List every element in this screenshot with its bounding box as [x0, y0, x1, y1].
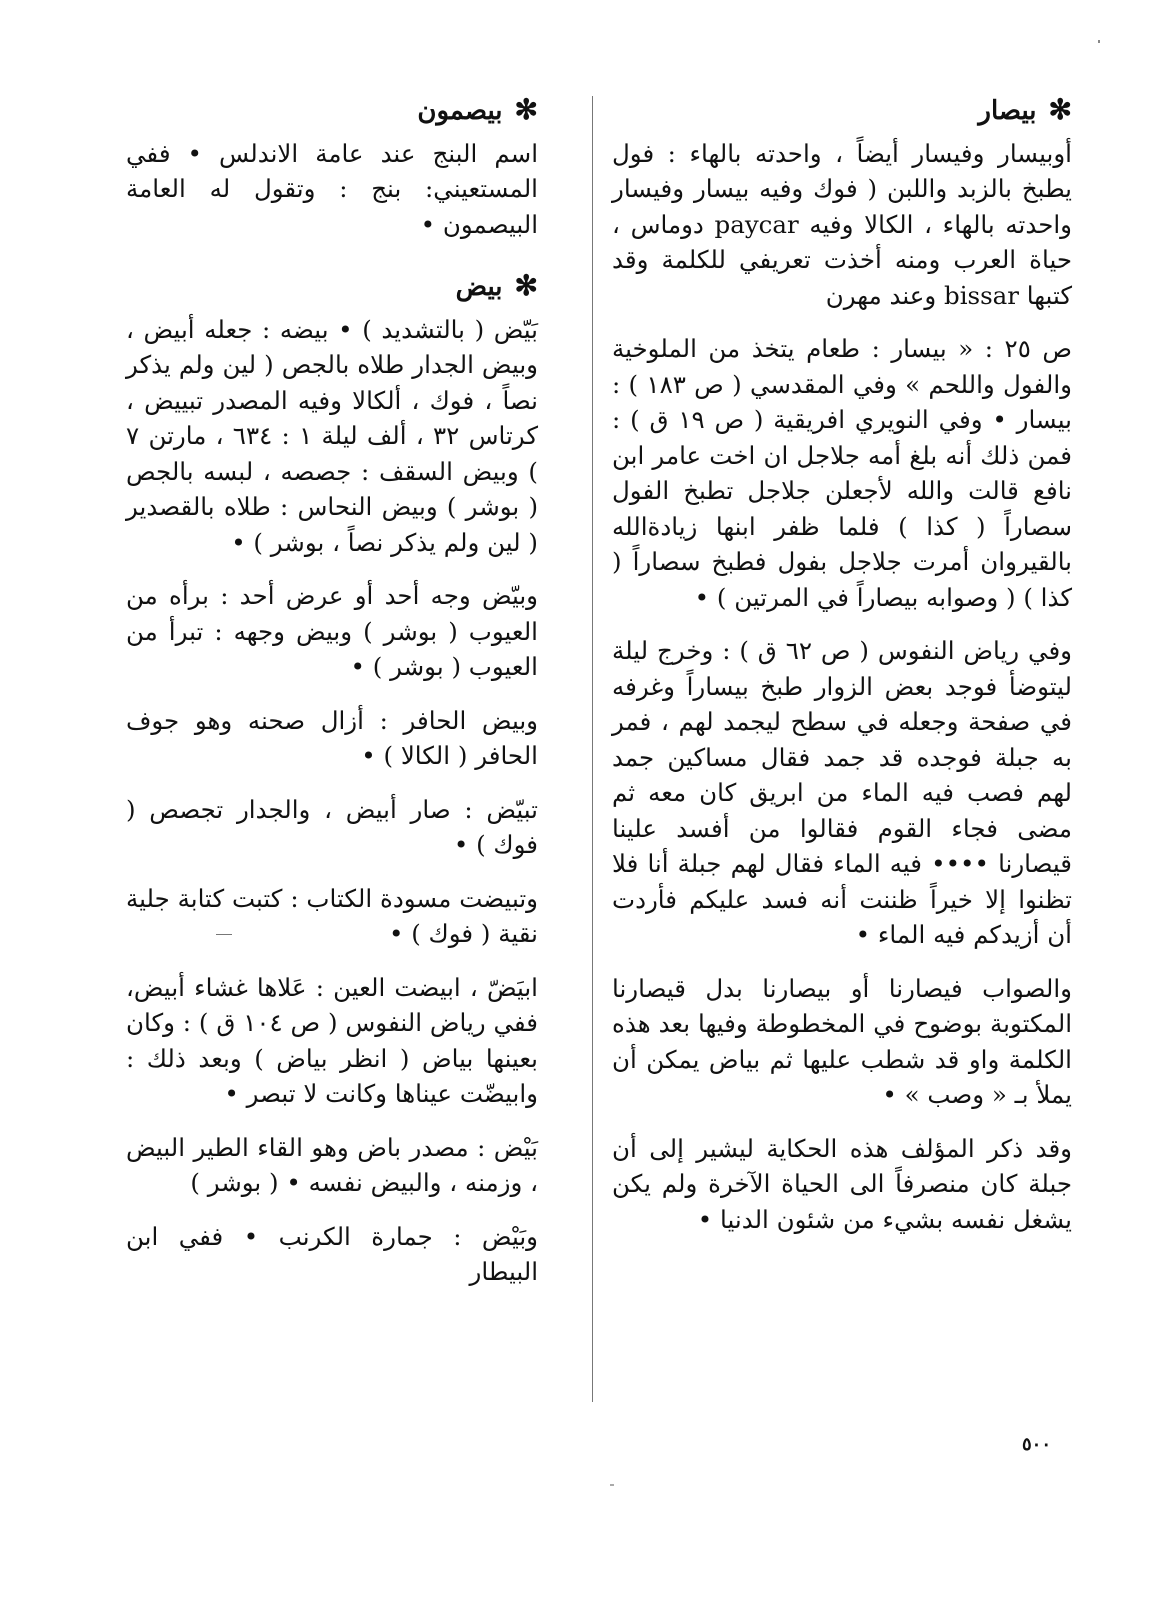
- page-number: ٥٠٠: [1022, 1434, 1052, 1455]
- stray-mark: [216, 934, 232, 935]
- entry-heading-bayd: ✻بيض: [455, 269, 538, 302]
- paragraph: تبيّض : صار أبيض ، والجدار تجصص ( فوك ) •: [126, 794, 538, 859]
- paragraph: بَيْض : مصدر باض وهو القاء الطير البيض ، وزمنه ، والبيض نفسه • ( بوشر ): [126, 1132, 538, 1197]
- left-column: [126, 92, 538, 1308]
- paragraph: ابيَضّ ، ابيضت العين : عَلاها غشاء أبيض، ففي رياض النفوس ( ص ١٠٤ ق ) : وكان بعينها بياض ( انظر بياض ) وبعد ذلك : وابيضّت عيناها وكانت لا تبصر •: [126, 972, 538, 1108]
- entry-heading-bisamun: ✻بيصمون: [417, 93, 538, 126]
- scan-mark: [610, 1484, 614, 1486]
- asterisk-star-icon: ✻: [514, 93, 538, 126]
- right-column: [612, 92, 1072, 1255]
- paragraph: بَيّض ( بالتشديد ) • بيضه : جعله أبيض ، وبيض الجدار طلاه بالجص ( لين ولم يذكر نصاً ، فوك ، ألكالا وفيه المصدر تبييض ، كرتاس ٣٢ ، ألف ليلة ١ : ٦٣٤ ، مارتن ٧ ) وبيض السقف : جصصه ، لبسه بالجص ( بوشر ) وبيض النحاس : طلاه بالقصدير ( لين ولم يذكر نصاً ، بوشر ) •: [126, 314, 538, 557]
- paragraph: وتبيضت مسودة الكتاب : كتبت كتابة جلية نقية ( فوك ) •: [126, 883, 538, 948]
- paragraph: وفي رياض النفوس ( ص ٦٢ ق ) : وخرج ليلة ليتوضأ فوجد بعض الزوار طبخ بيساراً وغرفه في صفحة وجعله في سطح ليجمد لهم ، فمر به جبلة فوجده قد جمد فقال مساكين جمد لهم فصب فيه الماء من ابريق كان معه ثم مضى فجاء القوم فقالوا من أفسد علينا قيصارنا •••• فيه الماء فقال لهم جبلة أنا فلا تظنوا إلا خيراً ظننت أنه فسد عليكم فأردت أن أزيدكم فيه الماء •: [612, 636, 1072, 949]
- asterisk-star-icon: ✻: [514, 269, 538, 302]
- column-divider: [592, 96, 593, 1402]
- paragraph: ص ٢٥ : « بيسار : طعام يتخذ من الملوخية والفول واللحم » وفي المقدسي ( ص ١٨٣ ) : بيسار • وفي النويري افريقية ( ص ١٩ ق ) : فمن ذلك أنه بلغ أمه جلاجل ان اخت عامر ابن نافع قالت والله لأجعلن جلاجل تطبخ الفول سصاراً ( كذا ) فلما ظفر ابنها زيادةالله بالقيروان أمرت جلاجل بفول فطبخ سصاراً ( كذا ) ( وصوابه بيصاراً في المرتين ) •: [612, 334, 1073, 612]
- paragraph: وبَيْض : جمارة الكرنب • ففي ابن البيطار: [126, 1221, 538, 1286]
- paragraph: والصواب فيصارنا أو بيصارنا بدل قيصارنا المكتوبة بوضوح في المخطوطة وفيها بعد هذه الكلمة واو قد شطب عليها ثم بياض يمكن أن يملأ بـ « وصب » •: [612, 973, 1072, 1109]
- paragraph: وبيض الحافر : أزال صحنه وهو جوف الحافر ( الكالا ) •: [126, 705, 538, 770]
- paragraph: اسم البنج عند عامة الاندلس • ففي المستعيني: بنج : وتقول له العامة البيصمون •: [126, 138, 538, 239]
- paragraph: وبيّض وجه أحد أو عرض أحد : برأه من العيوب ( بوشر ) وبيض وجهه : تبرأ من العيوب ( بوشر ) •: [126, 581, 538, 681]
- scan-mark: [1098, 40, 1100, 43]
- entry-heading-bisar: ✻بيصار: [978, 93, 1072, 126]
- asterisk-star-icon: ✻: [1048, 93, 1072, 126]
- paragraph: أوبيسار وفيسار أيضاً ، واحدته بالهاء : فول يطبخ بالزبد واللبن ( فوك وفيه بيسار وفيسار واحدته بالهاء ، الكالا وفيه paycar دوماس ، حياة العرب ومنه أخذت تعريفي للكلمة وقد كتبها bissar وعند مهرن: [612, 138, 1072, 310]
- paragraph: وقد ذكر المؤلف هذه الحكاية ليشير إلى أن جبلة كان منصرفاً الى الحياة الآخرة ولم يكن يشغل نفسه بشيء من شئون الدنيا •: [612, 1133, 1072, 1234]
